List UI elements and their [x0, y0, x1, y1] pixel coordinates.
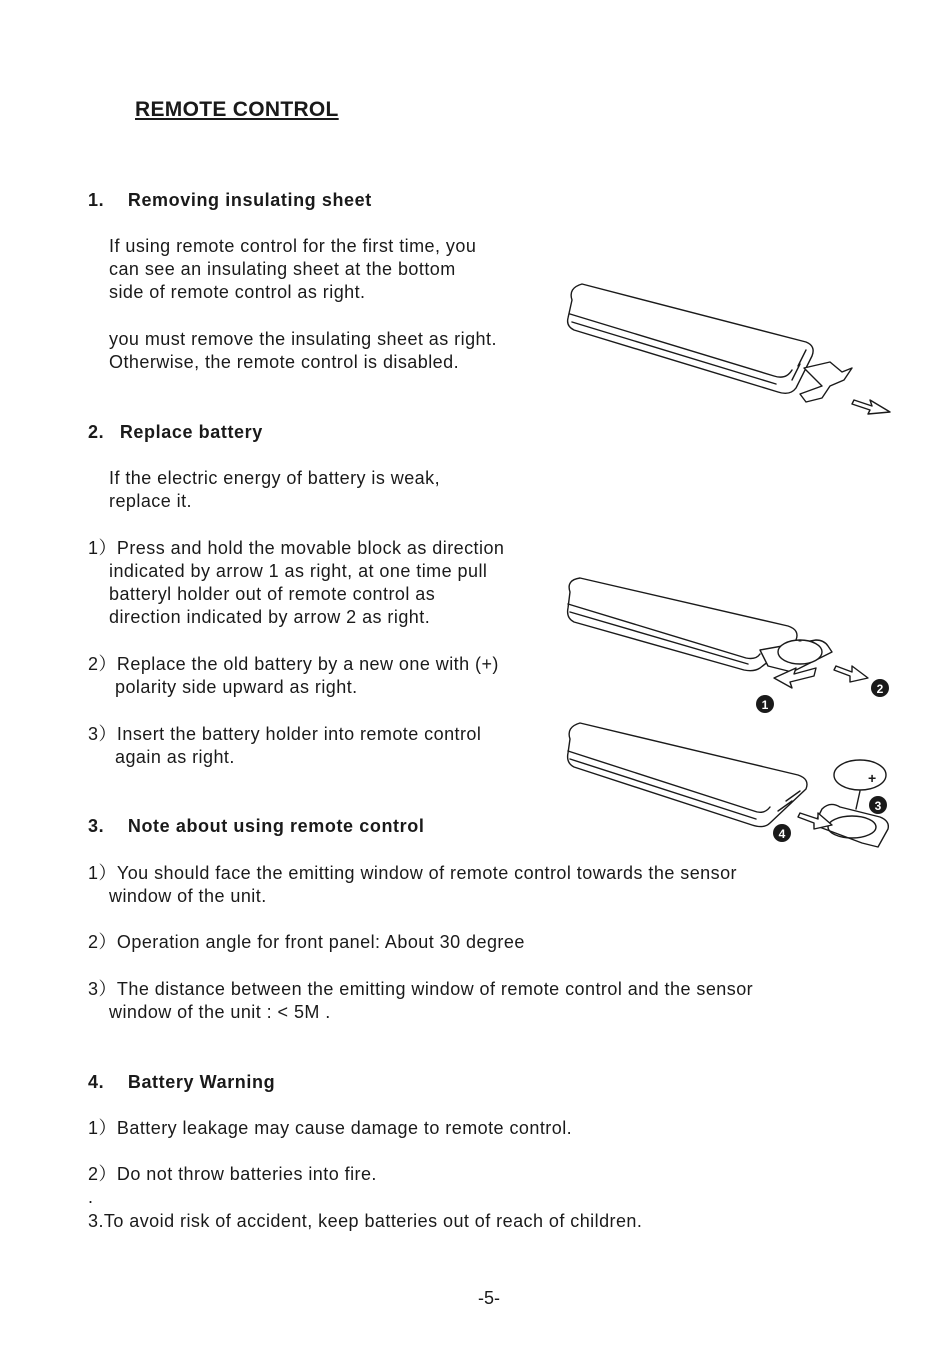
text-line: Otherwise, the remote control is disabled. — [109, 352, 460, 372]
remote-body — [568, 723, 807, 827]
section-separator: . — [98, 1072, 105, 1092]
section-4-item-1: 1）Battery leakage may cause damage to remote control. — [88, 1118, 573, 1138]
text-line: 3）Insert the battery holder into remote control — [88, 724, 482, 744]
section-2-step-3 — [88, 723, 481, 769]
text-line: 1）Press and hold the movable block as direction — [88, 538, 505, 558]
insert-direction-line — [856, 791, 860, 809]
battery-plus-sign: + — [868, 770, 877, 786]
section-1-paragraph-a — [109, 235, 476, 304]
page-title: REMOTE CONTROL — [135, 98, 339, 121]
section-2-step-1 — [88, 537, 504, 629]
section-2-intro — [109, 467, 440, 513]
callout-2-label: 2 — [876, 682, 884, 696]
text-line: If using remote control for the first time, you — [109, 236, 477, 256]
section-number: 3 — [88, 816, 99, 836]
section-1-paragraph-b — [109, 328, 497, 374]
section-number: 4 — [88, 1072, 99, 1092]
pull-arrow — [834, 666, 868, 682]
text-line: can see an insulating sheet at the bottom — [109, 259, 456, 279]
section-2-step-2 — [88, 653, 499, 699]
text-line: direction indicated by arrow 2 as right. — [109, 607, 431, 627]
insulating-sheet — [800, 362, 852, 402]
callout-4-label: 4 — [778, 827, 786, 841]
text-line: 2）Replace the old battery by a new one with (+) — [88, 654, 499, 674]
text-line: indicated by arrow 1 as right, at one time pull — [109, 561, 488, 581]
text-line: window of the unit : < 5M . — [109, 1002, 331, 1022]
text-line: polarity side upward as right. — [115, 677, 358, 697]
section-4-item-2: 2）Do not throw batteries into fire. — [88, 1164, 377, 1184]
section-title: Battery Warning — [127, 1072, 276, 1092]
section-3-item-1 — [88, 862, 737, 908]
push-arrow — [774, 668, 816, 688]
battery-removal-figure — [560, 560, 900, 720]
text-line: replace it. — [109, 491, 192, 511]
text-line: side of remote control as right. — [109, 282, 366, 302]
section-3-heading — [88, 816, 424, 837]
section-4-heading — [88, 1072, 275, 1093]
section-title: Replace battery — [119, 422, 263, 442]
callout-1-label: 1 — [761, 698, 769, 712]
text-line: again as right. — [115, 747, 235, 767]
battery-insert-figure — [560, 705, 900, 865]
battery-minus-sign: - — [798, 633, 802, 647]
section-3-item-2: 2）Operation angle for front panel: About 30 degree — [88, 932, 525, 952]
section-number: 1 — [88, 190, 99, 210]
text-line: 1）You should face the emitting window of remote control towards the sensor — [88, 863, 737, 883]
new-battery-coin — [834, 760, 886, 790]
section-4-item-3: 3.To avoid risk of accident, keep batteries out of reach of children. — [88, 1211, 643, 1231]
section-title: Removing insulating sheet — [127, 190, 372, 210]
section-2-heading — [88, 422, 263, 443]
text-line: batteryl holder out of remote control as — [109, 584, 436, 604]
text-line: window of the unit. — [109, 886, 267, 906]
section-4-dot: . — [88, 1187, 94, 1207]
section-number: 2. — [88, 422, 105, 442]
section-1-heading — [88, 190, 372, 211]
pull-arrow — [852, 400, 890, 414]
page-number: -5- — [478, 1288, 500, 1308]
callout-3-label: 3 — [874, 799, 882, 813]
section-title: Note about using remote control — [127, 816, 425, 836]
remote-body — [568, 578, 797, 671]
section-separator: . — [98, 190, 105, 210]
insulating-sheet-figure — [560, 270, 900, 420]
section-separator: . — [98, 816, 105, 836]
text-line: If the electric energy of battery is weak, — [109, 468, 441, 488]
text-line: you must remove the insulating sheet as right. — [109, 329, 497, 349]
section-3-item-3 — [88, 978, 753, 1024]
text-line: 3）The distance between the emitting window of remote control and the sensor — [88, 979, 754, 999]
